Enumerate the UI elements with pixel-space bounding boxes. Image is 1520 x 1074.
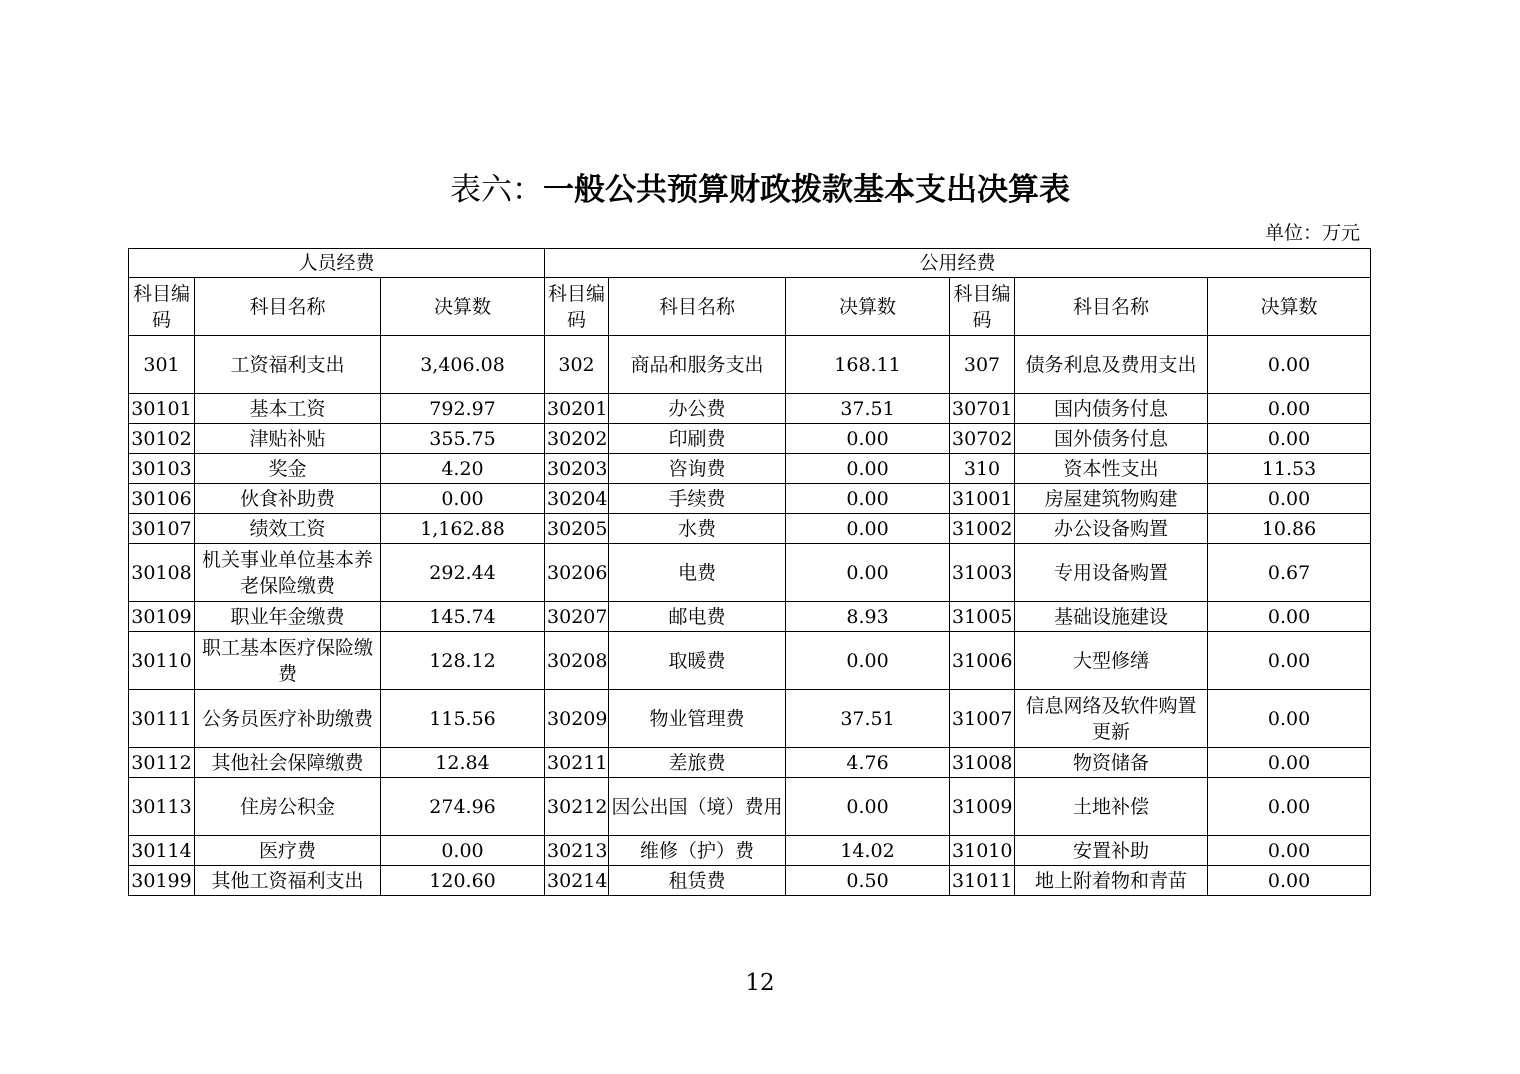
- name-cell: 资本性支出: [1015, 454, 1208, 484]
- amount-cell: 14.02: [786, 836, 950, 866]
- code-cell: 31011: [950, 866, 1015, 896]
- code-cell: 30204: [545, 484, 609, 514]
- amount-cell: 0.00: [786, 778, 950, 836]
- amount-cell: 4.76: [786, 748, 950, 778]
- header-code: 科目编码: [950, 278, 1015, 336]
- amount-cell: 274.96: [381, 778, 545, 836]
- table-row: [129, 424, 1371, 454]
- name-cell: 绩效工资: [195, 514, 381, 544]
- amount-cell: 0.00: [786, 454, 950, 484]
- header-amount: 决算数: [786, 278, 950, 336]
- amount-cell: 0.00: [381, 836, 545, 866]
- amount-cell: 0.00: [1208, 866, 1371, 896]
- code-cell: 31009: [950, 778, 1015, 836]
- amount-cell: 128.12: [381, 632, 545, 690]
- name-cell: 津贴补贴: [195, 424, 381, 454]
- amount-cell: 3,406.08: [381, 336, 545, 394]
- amount-cell: 355.75: [381, 424, 545, 454]
- amount-cell: 8.93: [786, 602, 950, 632]
- code-cell: 30113: [129, 778, 195, 836]
- code-cell: 31005: [950, 602, 1015, 632]
- name-cell: 租赁费: [609, 866, 786, 896]
- table-row: [129, 632, 1371, 690]
- title-main: 一般公共预算财政拨款基本支出决算表: [543, 172, 1070, 208]
- table-row: [129, 602, 1371, 632]
- name-cell: 职工基本医疗保险缴费: [195, 632, 381, 690]
- name-cell: 大型修缮: [1015, 632, 1208, 690]
- table-row: [129, 514, 1371, 544]
- amount-cell: 10.86: [1208, 514, 1371, 544]
- header-name: 科目名称: [1015, 278, 1208, 336]
- name-cell: 专用设备购置: [1015, 544, 1208, 602]
- code-cell: 30701: [950, 394, 1015, 424]
- amount-cell: 0.00: [1208, 836, 1371, 866]
- amount-cell: 0.00: [1208, 748, 1371, 778]
- table-row: [129, 544, 1371, 602]
- name-cell: 办公费: [609, 394, 786, 424]
- code-cell: 30208: [545, 632, 609, 690]
- table-row: [129, 866, 1371, 896]
- amount-cell: 0.50: [786, 866, 950, 896]
- code-cell: 30213: [545, 836, 609, 866]
- name-cell: 工资福利支出: [195, 336, 381, 394]
- code-cell: 31007: [950, 690, 1015, 748]
- name-cell: 基础设施建设: [1015, 602, 1208, 632]
- amount-cell: 0.00: [786, 484, 950, 514]
- code-cell: 301: [129, 336, 195, 394]
- header-name: 科目名称: [609, 278, 786, 336]
- code-cell: 30201: [545, 394, 609, 424]
- amount-cell: 0.00: [786, 632, 950, 690]
- code-cell: 30112: [129, 748, 195, 778]
- code-cell: 30103: [129, 454, 195, 484]
- code-cell: 31003: [950, 544, 1015, 602]
- code-cell: 30206: [545, 544, 609, 602]
- code-cell: 30101: [129, 394, 195, 424]
- name-cell: 手续费: [609, 484, 786, 514]
- code-cell: 31001: [950, 484, 1015, 514]
- amount-cell: 0.00: [381, 484, 545, 514]
- name-cell: 取暖费: [609, 632, 786, 690]
- amount-cell: 168.11: [786, 336, 950, 394]
- name-cell: 邮电费: [609, 602, 786, 632]
- amount-cell: 0.00: [1208, 690, 1371, 748]
- table-row: [129, 336, 1371, 394]
- amount-cell: 120.60: [381, 866, 545, 896]
- code-cell: 30102: [129, 424, 195, 454]
- name-cell: 基本工资: [195, 394, 381, 424]
- amount-cell: 1,162.88: [381, 514, 545, 544]
- code-cell: 30106: [129, 484, 195, 514]
- table-row: [129, 778, 1371, 836]
- name-cell: 土地补偿: [1015, 778, 1208, 836]
- code-cell: 30702: [950, 424, 1015, 454]
- unit-label: 单位：万元: [1264, 222, 1360, 244]
- amount-cell: 0.67: [1208, 544, 1371, 602]
- name-cell: 信息网络及软件购置更新: [1015, 690, 1208, 748]
- name-cell: 房屋建筑物购建: [1015, 484, 1208, 514]
- table-row: [129, 836, 1371, 866]
- code-cell: 30203: [545, 454, 609, 484]
- amount-cell: 11.53: [1208, 454, 1371, 484]
- code-cell: 30209: [545, 690, 609, 748]
- name-cell: 伙食补助费: [195, 484, 381, 514]
- code-cell: 307: [950, 336, 1015, 394]
- title-prefix: 表六：: [450, 172, 543, 208]
- code-cell: 30207: [545, 602, 609, 632]
- header-amount: 决算数: [381, 278, 545, 336]
- code-cell: 30214: [545, 866, 609, 896]
- table-row: [129, 690, 1371, 748]
- name-cell: 电费: [609, 544, 786, 602]
- section-public: 公用经费: [545, 249, 1371, 278]
- code-cell: 31006: [950, 632, 1015, 690]
- amount-cell: 37.51: [786, 690, 950, 748]
- name-cell: 印刷费: [609, 424, 786, 454]
- amount-cell: 792.97: [381, 394, 545, 424]
- name-cell: 机关事业单位基本养老保险缴费: [195, 544, 381, 602]
- code-cell: 30202: [545, 424, 609, 454]
- name-cell: 安置补助: [1015, 836, 1208, 866]
- amount-cell: 292.44: [381, 544, 545, 602]
- amount-cell: 0.00: [786, 514, 950, 544]
- amount-cell: 0.00: [1208, 632, 1371, 690]
- name-cell: 奖金: [195, 454, 381, 484]
- code-cell: 31010: [950, 836, 1015, 866]
- name-cell: 医疗费: [195, 836, 381, 866]
- amount-cell: 145.74: [381, 602, 545, 632]
- name-cell: 国外债务付息: [1015, 424, 1208, 454]
- name-cell: 职业年金缴费: [195, 602, 381, 632]
- code-cell: 302: [545, 336, 609, 394]
- table-row: [129, 454, 1371, 484]
- name-cell: 其他社会保障缴费: [195, 748, 381, 778]
- code-cell: 31002: [950, 514, 1015, 544]
- amount-cell: 0.00: [1208, 394, 1371, 424]
- code-cell: 30108: [129, 544, 195, 602]
- name-cell: 水费: [609, 514, 786, 544]
- table-row: [129, 484, 1371, 514]
- header-code: 科目编码: [545, 278, 609, 336]
- code-cell: 30114: [129, 836, 195, 866]
- column-header-row: [129, 278, 1371, 336]
- code-cell: 30110: [129, 632, 195, 690]
- page-number: 12: [745, 970, 775, 996]
- name-cell: 维修（护）费: [609, 836, 786, 866]
- header-name: 科目名称: [195, 278, 381, 336]
- name-cell: 其他工资福利支出: [195, 866, 381, 896]
- amount-cell: 0.00: [1208, 336, 1371, 394]
- code-cell: 30211: [545, 748, 609, 778]
- name-cell: 债务利息及费用支出: [1015, 336, 1208, 394]
- code-cell: 30199: [129, 866, 195, 896]
- section-personnel: 人员经费: [129, 249, 545, 278]
- amount-cell: 0.00: [1208, 484, 1371, 514]
- name-cell: 物资储备: [1015, 748, 1208, 778]
- page-title: [0, 170, 1520, 210]
- amount-cell: 12.84: [381, 748, 545, 778]
- name-cell: 咨询费: [609, 454, 786, 484]
- amount-cell: 0.00: [786, 424, 950, 454]
- amount-cell: 0.00: [786, 544, 950, 602]
- name-cell: 办公设备购置: [1015, 514, 1208, 544]
- amount-cell: 115.56: [381, 690, 545, 748]
- name-cell: 差旅费: [609, 748, 786, 778]
- name-cell: 物业管理费: [609, 690, 786, 748]
- amount-cell: 0.00: [1208, 424, 1371, 454]
- amount-cell: 0.00: [1208, 778, 1371, 836]
- name-cell: 公务员医疗补助缴费: [195, 690, 381, 748]
- table-row: [129, 394, 1371, 424]
- code-cell: 30109: [129, 602, 195, 632]
- code-cell: 31008: [950, 748, 1015, 778]
- name-cell: 因公出国（境）费用: [609, 778, 786, 836]
- name-cell: 地上附着物和青苗: [1015, 866, 1208, 896]
- name-cell: 国内债务付息: [1015, 394, 1208, 424]
- budget-table: [128, 248, 1371, 896]
- code-cell: 30107: [129, 514, 195, 544]
- name-cell: 住房公积金: [195, 778, 381, 836]
- amount-cell: 0.00: [1208, 602, 1371, 632]
- amount-cell: 37.51: [786, 394, 950, 424]
- header-amount: 决算数: [1208, 278, 1371, 336]
- code-cell: 30212: [545, 778, 609, 836]
- name-cell: 商品和服务支出: [609, 336, 786, 394]
- table-row: [129, 748, 1371, 778]
- amount-cell: 4.20: [381, 454, 545, 484]
- section-header-row: [129, 249, 1371, 278]
- code-cell: 310: [950, 454, 1015, 484]
- code-cell: 30111: [129, 690, 195, 748]
- header-code: 科目编码: [129, 278, 195, 336]
- code-cell: 30205: [545, 514, 609, 544]
